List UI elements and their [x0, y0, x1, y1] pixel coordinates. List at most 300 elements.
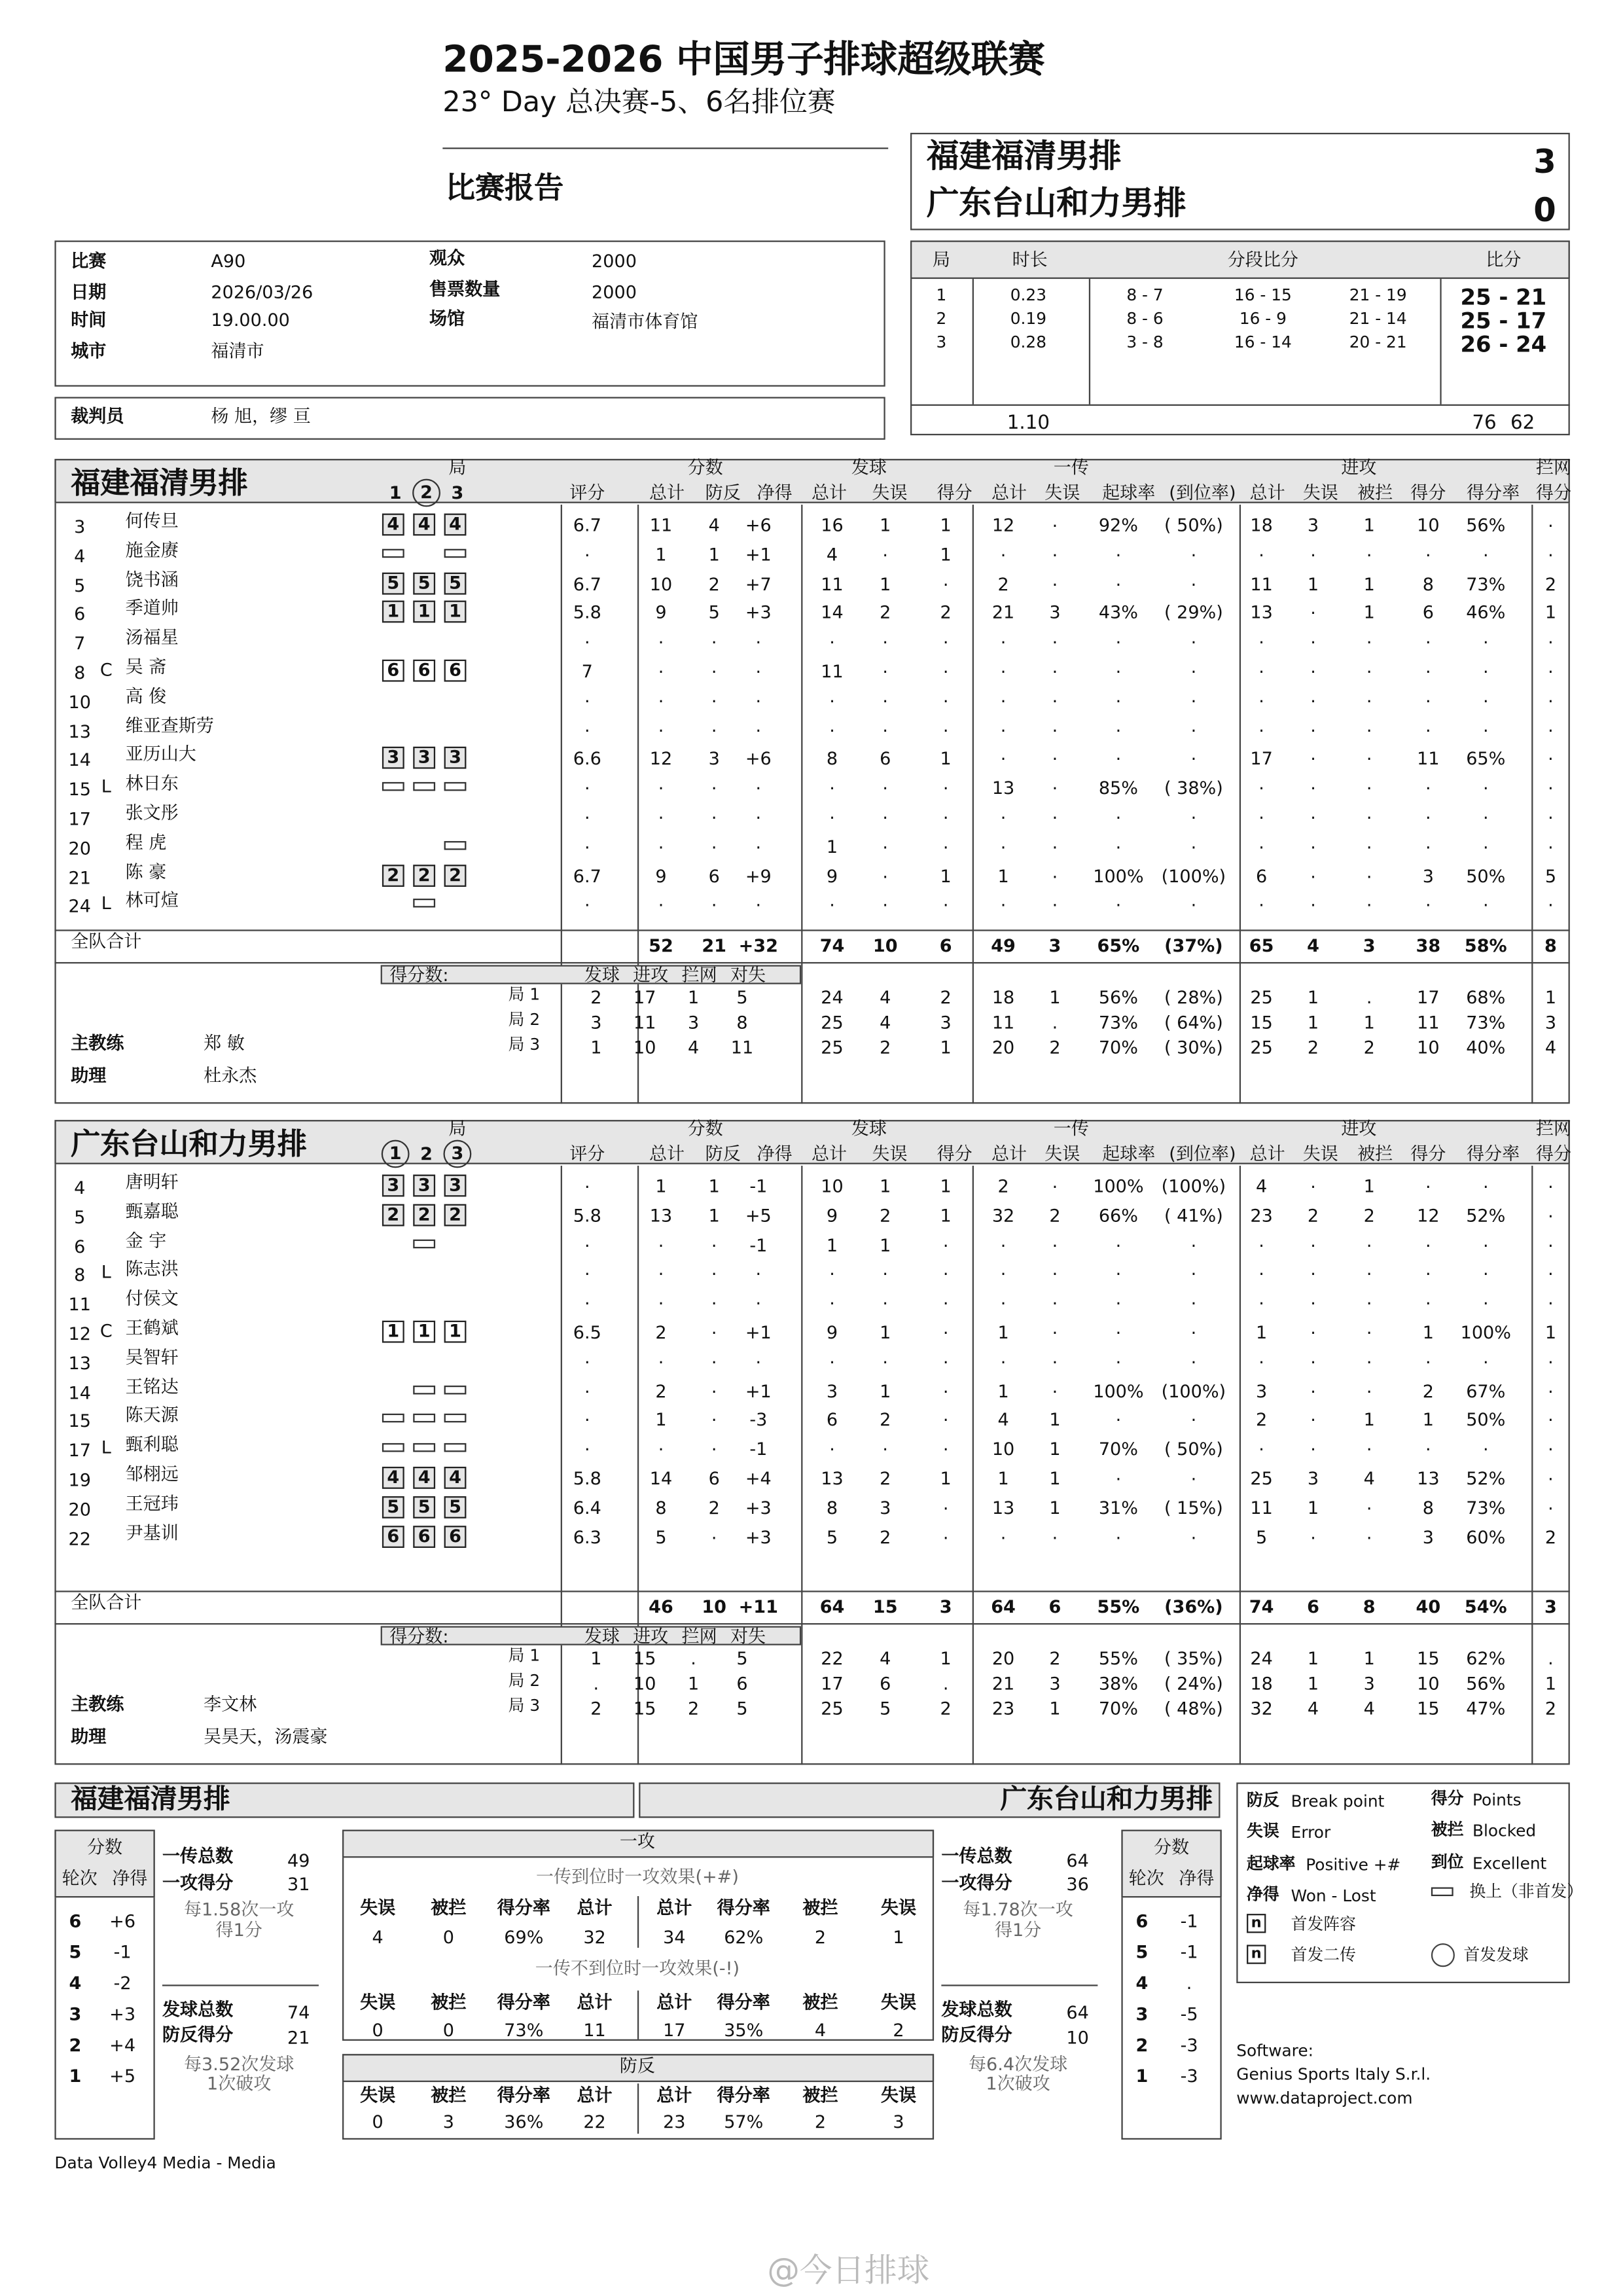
stat-cell: . [1548, 1172, 1554, 1193]
summary-column-header: 被拦 [802, 1897, 838, 1918]
stat-cell: . [1366, 744, 1372, 765]
breakdown-stat: 73% [1098, 1012, 1138, 1033]
rotation-net: +5 [109, 2066, 136, 2087]
break-point-value: 22 [583, 2111, 606, 2132]
stat-cell: 43% [1098, 602, 1138, 624]
divider [561, 1166, 562, 1765]
stat-cell: . [584, 1405, 590, 1426]
stat-cell: . [1366, 1318, 1372, 1338]
stat-cell: 3 [1422, 865, 1434, 887]
stat-cell: . [942, 773, 949, 795]
sideout-title: 一攻 [619, 1831, 656, 1852]
group-header-points: 分数 [687, 457, 723, 478]
player-number: 12 [68, 1323, 91, 1344]
set-breakdown-label: 局 3 [508, 1035, 541, 1054]
partial-score: 21 - 19 [1349, 285, 1407, 305]
player-number: 20 [68, 838, 91, 859]
rotation-net: . [1186, 1973, 1192, 1994]
stat-cell: 2 [655, 1380, 667, 1401]
substitution-marker [444, 841, 467, 850]
stat-cell: 8 [826, 748, 838, 770]
set-table-header-label: 分段比分 [1227, 249, 1298, 270]
team-total-cell: 10 [872, 935, 898, 956]
stat-cell: . [1052, 715, 1058, 736]
stat-cell: 2 [1363, 1205, 1375, 1227]
stat-cell: . [711, 685, 717, 707]
stat-cell: . [1258, 1288, 1264, 1310]
breakdown-points: 15 [633, 1698, 656, 1719]
stat-cell: +5 [745, 1205, 772, 1227]
player-role: C [99, 1320, 113, 1342]
breakdown-stat: 1 [940, 1648, 952, 1669]
summary-column-header: 失误 [880, 1992, 917, 2013]
player-number: 6 [74, 1236, 86, 1257]
stat-cell: 1 [1049, 1497, 1061, 1518]
assistant-coach-label: 助理 [71, 1726, 107, 1748]
serve-total-label: 发球总数 [162, 1999, 234, 2020]
stat-cell: . [942, 1434, 949, 1456]
summary-column-header: 失误 [360, 1992, 396, 2013]
starting-position-box: 6 [413, 660, 435, 682]
column-header: 失误 [1044, 482, 1080, 503]
team-stats-table-0 [54, 457, 1572, 1103]
starting-position-box: 5 [444, 572, 467, 594]
good-reception-value: 4 [372, 1927, 383, 1948]
stat-cell: . [1425, 539, 1431, 561]
breakdown-stat: 10 [1417, 1037, 1440, 1058]
stat-cell: 11 [821, 573, 844, 594]
stat-cell: 6 [1255, 865, 1268, 887]
net-label: 净得 [112, 1868, 148, 1889]
summary-column-header: 失误 [880, 2085, 917, 2106]
divider [54, 1590, 1569, 1592]
breakdown-stat: 1 [940, 1037, 952, 1058]
team-total-cell: 21 [702, 935, 727, 956]
points-breakdown-label: 得分数: [389, 1626, 449, 1647]
legend-meaning: Excellent [1472, 1854, 1547, 1874]
stat-cell: 2 [880, 1205, 891, 1227]
stat-cell: 6 [1422, 602, 1434, 624]
breakdown-stat: 2 [1049, 1648, 1061, 1669]
breakdown-stat: 18 [991, 987, 1015, 1008]
summary-column-header: 被拦 [431, 1897, 467, 1918]
stat-cell: +7 [745, 573, 772, 594]
stat-cell: (100%) [1161, 865, 1226, 887]
bad-reception-title: 一传不到位时一攻效果(-!) [535, 1958, 740, 1979]
stat-cell: . [1258, 627, 1264, 649]
stat-cell: . [1190, 744, 1197, 765]
stat-cell: 2 [880, 1409, 891, 1431]
assistant-coach-name: 杜永杰 [204, 1065, 257, 1086]
set-duration: 0.19 [1010, 309, 1047, 329]
stat-cell: ( 50%) [1164, 514, 1223, 536]
stat-cell: . [1310, 802, 1316, 824]
stat-cell: 46% [1466, 602, 1506, 624]
break-point-value: 36% [504, 2111, 544, 2132]
stat-cell: . [1258, 656, 1264, 677]
breakdown-stat: ( 35%) [1164, 1648, 1223, 1669]
team-total-cell: 6 [939, 935, 952, 956]
bad-reception-value: 73% [504, 2020, 544, 2041]
stat-cell: . [1310, 598, 1316, 619]
stat-cell: . [1190, 1405, 1197, 1426]
break-points-label: 防反得分 [162, 2024, 234, 2045]
column-header: 得分 [936, 1143, 972, 1164]
stat-cell: . [1482, 802, 1489, 824]
breakdown-stat: 4 [880, 987, 891, 1008]
stat-cell: . [1548, 539, 1554, 561]
breakdown-points: 11 [730, 1037, 754, 1058]
divider [54, 962, 1569, 963]
breakdown-points: 1 [688, 1673, 700, 1695]
stat-cell: . [1190, 685, 1197, 707]
rotation-net: -2 [113, 1973, 132, 1994]
breakdown-stat: 25 [821, 1012, 844, 1033]
team-total-cell: 3 [1048, 935, 1061, 956]
stat-cell: . [882, 1288, 889, 1310]
stat-cell: . [658, 656, 664, 677]
stat-cell: . [1115, 539, 1122, 561]
stat-cell: . [755, 715, 762, 736]
breakdown-stat: 56% [1098, 987, 1138, 1008]
player-role: L [101, 893, 111, 914]
stat-cell: 56% [1466, 514, 1506, 536]
divider [637, 1990, 639, 2039]
good-reception-value: 2 [814, 1927, 827, 1948]
sideout-points-label: 一攻得分 [941, 1872, 1012, 1893]
team-total-cell: 49 [991, 935, 1016, 956]
stat-cell: . [755, 1288, 762, 1310]
set-score: 26 - 24 [1460, 331, 1547, 358]
divider [637, 2083, 639, 2134]
legend-meaning: 首发阵容 [1291, 1914, 1356, 1934]
stat-cell: 13 [991, 778, 1015, 799]
stat-cell: . [584, 890, 590, 911]
rotation-net: +4 [109, 2034, 136, 2056]
stat-cell: . [942, 685, 949, 707]
tickets-value: 2000 [592, 281, 637, 303]
starting-position-box: 4 [413, 514, 435, 536]
stat-cell: 1 [1049, 1439, 1061, 1460]
first-serve-circle-icon [1431, 1943, 1455, 1967]
legend-meaning: Error [1291, 1823, 1331, 1842]
breakdown-stat: 15 [1250, 1012, 1273, 1033]
starting-position-box: 1 [413, 1321, 435, 1343]
stat-cell: . [942, 802, 949, 824]
rotation-net: -3 [1180, 2034, 1198, 2056]
substitution-marker [413, 1443, 435, 1452]
rotation-points-label: 分数 [86, 1837, 123, 1858]
stat-cell: . [829, 1346, 835, 1368]
away-sets-won: 0 [1533, 193, 1556, 230]
stat-cell: 2 [880, 1526, 891, 1548]
breakdown-stat: 73% [1466, 1012, 1506, 1033]
stat-cell: . [1310, 1288, 1316, 1310]
stat-cell: ( 15%) [1164, 1497, 1223, 1518]
stat-cell: 32 [991, 1205, 1015, 1227]
stat-cell: . [1310, 1522, 1316, 1543]
stat-cell: 5 [655, 1526, 667, 1548]
set-column-label: 2 [412, 479, 440, 507]
divider [1531, 505, 1533, 1103]
stat-cell: . [1425, 1259, 1431, 1280]
stat-cell: . [658, 1259, 664, 1280]
stat-cell: . [1310, 1318, 1316, 1338]
break-efficiency-note: 每6.4次发球 [968, 2054, 1068, 2075]
set-column-label: 1 [389, 482, 402, 503]
stat-cell: 1 [1544, 1322, 1557, 1343]
starting-position-box: 1 [413, 601, 435, 623]
player-number: 19 [68, 1469, 91, 1491]
break-point-title: 防反 [619, 2055, 656, 2077]
stat-cell: 5.8 [573, 1205, 601, 1227]
player-name: 施金赓 [125, 539, 179, 561]
stat-cell: 13 [1250, 602, 1273, 624]
stat-cell: . [1366, 890, 1372, 911]
team-name: 广东台山和力男排 [71, 1126, 307, 1162]
stat-cell: . [1052, 832, 1058, 853]
stat-cell: . [1190, 1288, 1197, 1310]
breakdown-stat: 1 [1363, 1648, 1375, 1669]
break-efficiency-note: 1次破攻 [986, 2073, 1050, 2094]
rotation-net: -3 [1180, 2066, 1198, 2087]
player-name: 程 虎 [125, 832, 167, 853]
stat-cell: 1 [1363, 514, 1375, 536]
stat-cell: . [711, 773, 717, 795]
spectators-value: 2000 [592, 251, 637, 272]
group-header-set: 局 [448, 1118, 467, 1139]
group-header-block: 拦网 [1535, 1118, 1572, 1139]
stat-cell: -1 [749, 1439, 768, 1460]
set-breakdown-label: 局 2 [508, 1671, 541, 1691]
starting-position-box: 1 [444, 1321, 467, 1343]
starting-position-box: 3 [413, 747, 435, 770]
net-label: 净得 [1179, 1868, 1215, 1889]
stat-cell: 6.4 [573, 1497, 601, 1518]
stat-cell: 70% [1098, 1439, 1138, 1460]
breakdown-stat: . [1548, 1648, 1554, 1669]
player-role: C [99, 659, 113, 681]
group-header-reception: 一传 [1053, 457, 1089, 478]
stat-cell: 1 [940, 1468, 952, 1489]
stat-cell: 1 [880, 1380, 891, 1401]
starting-position-box: 1 [444, 601, 467, 623]
breakdown-stat: 2 [1049, 1037, 1061, 1058]
stat-cell: . [1310, 1434, 1316, 1456]
stat-cell: 17 [1250, 748, 1273, 770]
stat-cell: 8 [1422, 1497, 1434, 1518]
stat-cell: . [1482, 1259, 1489, 1280]
stat-cell: . [755, 773, 762, 795]
breakdown-points: 4 [688, 1037, 700, 1058]
rotation-net: +3 [109, 2003, 136, 2025]
stat-cell: 9 [826, 1322, 838, 1343]
assistant-coach-name: 吴昊天，汤震豪 [204, 1726, 328, 1748]
stat-cell: 92% [1098, 514, 1138, 536]
stat-cell: 11 [1250, 1497, 1273, 1518]
substitution-marker [413, 1385, 435, 1394]
stat-cell: -3 [749, 1409, 768, 1431]
stat-cell: . [1548, 511, 1554, 531]
starting-position-box: 4 [382, 514, 404, 536]
stat-cell: 1 [880, 1175, 891, 1197]
player-number: 15 [68, 779, 91, 800]
starting-position-box: 3 [413, 1175, 435, 1197]
stat-cell: . [882, 539, 889, 561]
stat-cell: . [1052, 1172, 1058, 1193]
stat-cell: . [1366, 1493, 1372, 1514]
stat-cell: . [1000, 802, 1007, 824]
city-value: 福清市 [211, 340, 264, 362]
points-breakdown-head: 对失 [730, 1626, 766, 1647]
starting-position-box: 4 [444, 514, 467, 536]
divider [1531, 1166, 1533, 1765]
stat-cell: +6 [745, 514, 772, 536]
team-total-cell: (36%) [1164, 1596, 1223, 1617]
rotation-number: 6 [1135, 1910, 1149, 1932]
group-header-set: 局 [448, 457, 467, 478]
stat-cell: 6.7 [573, 865, 601, 887]
stat-cell: . [1052, 773, 1058, 795]
head-coach-label: 主教练 [71, 1694, 124, 1715]
stat-cell: +3 [745, 1526, 772, 1548]
stat-cell: . [1115, 1318, 1122, 1338]
stat-cell: . [1366, 773, 1372, 795]
good-reception-value: 1 [893, 1927, 904, 1948]
stat-cell: . [711, 1230, 717, 1251]
stat-cell: . [1366, 1230, 1372, 1251]
stat-cell: . [1190, 715, 1197, 736]
stat-cell: . [584, 1288, 590, 1310]
legend-term: 防反 [1247, 1790, 1279, 1810]
stat-cell: 100% [1093, 865, 1144, 887]
stat-cell: . [1052, 656, 1058, 677]
breakdown-points: 1 [590, 1037, 602, 1058]
stat-cell: . [1366, 861, 1372, 882]
breakdown-stat: 3 [940, 1012, 952, 1033]
good-reception-value: 32 [583, 1927, 606, 1948]
group-header-serve: 发球 [851, 1118, 887, 1139]
stat-cell: 2 [997, 573, 1009, 594]
column-header: 总计 [811, 482, 847, 503]
stat-cell: 2 [708, 573, 720, 594]
starting-position-box: 5 [382, 1496, 404, 1518]
stat-cell: . [584, 1376, 590, 1397]
stat-cell: . [1425, 1288, 1431, 1310]
stat-cell: 3 [1307, 514, 1319, 536]
rotation-number: 5 [1135, 1941, 1149, 1963]
stat-cell: . [755, 627, 762, 649]
stat-cell: 2 [940, 602, 952, 624]
starting-position-box: 6 [444, 1525, 467, 1547]
sideout-points: 31 [287, 1874, 310, 1895]
stat-cell: . [882, 1434, 889, 1456]
stat-cell: . [829, 1288, 835, 1310]
stat-cell: . [1482, 539, 1489, 561]
starting-position-box: 4 [444, 1467, 467, 1489]
breakdown-stat: 11 [1417, 1012, 1440, 1033]
good-reception-value: 62% [724, 1927, 764, 1948]
breakdown-stat: 10 [1417, 1673, 1440, 1695]
stat-cell: -1 [749, 1175, 768, 1197]
stat-cell: . [1115, 802, 1122, 824]
stat-cell: . [1548, 1463, 1554, 1485]
team-total-cell: 46 [649, 1596, 673, 1617]
starter-legend-icon: n [1247, 1945, 1266, 1964]
stat-cell: . [1425, 832, 1431, 853]
column-header: (到位率) [1169, 1143, 1236, 1164]
column-header: 总计 [1249, 482, 1285, 503]
stat-cell: . [1115, 627, 1122, 649]
team-total-cell: 52 [649, 935, 673, 956]
player-number: 3 [74, 516, 86, 537]
team-total-cell: 8 [1363, 1596, 1376, 1617]
stat-cell: 4 [826, 544, 838, 565]
stat-cell: 2 [997, 1175, 1009, 1197]
away-team-name: 广东台山和力男排 [926, 186, 1186, 223]
stat-cell: . [584, 1346, 590, 1368]
stat-cell: . [1366, 1288, 1372, 1310]
stat-cell: . [942, 1259, 949, 1280]
summary-column-header: 总计 [577, 2085, 613, 2106]
stat-cell: . [942, 832, 949, 853]
stat-cell: 1 [1544, 602, 1557, 624]
breakdown-stat: 4 [1307, 1698, 1319, 1719]
breakdown-points: 3 [688, 1012, 700, 1033]
divider [561, 505, 562, 1103]
breakdown-points: 5 [736, 1698, 748, 1719]
stat-cell: 9 [655, 865, 667, 887]
team-total-cell: 74 [1249, 1596, 1274, 1617]
stat-cell: 13 [1417, 1468, 1440, 1489]
column-header: 防反 [705, 1143, 741, 1164]
reception-total: 49 [287, 1850, 310, 1871]
stat-cell: . [1190, 1318, 1197, 1338]
player-name: 金 宇 [125, 1230, 167, 1251]
stat-cell: . [1482, 1172, 1489, 1193]
column-header: 得分率 [1466, 1143, 1520, 1164]
stat-cell: 25 [1250, 1468, 1273, 1489]
bad-reception-value: 4 [814, 2020, 827, 2041]
stat-cell: . [829, 715, 835, 736]
stat-cell: . [1052, 1346, 1058, 1368]
stat-cell: 2 [1049, 1205, 1061, 1227]
column-header: 失误 [872, 1143, 908, 1164]
stat-cell: +4 [745, 1468, 772, 1489]
points-breakdown-head: 发球 [584, 1626, 620, 1647]
stat-cell: . [1548, 656, 1554, 677]
column-header: 得分 [1535, 482, 1572, 503]
legend-term: 得分 [1431, 1789, 1464, 1808]
stat-cell: 1 [997, 1380, 1009, 1401]
stat-cell: 66% [1098, 1205, 1138, 1227]
stat-cell: . [1115, 1230, 1122, 1251]
summary-column-header: 得分率 [717, 1897, 770, 1918]
stat-cell: 8 [1422, 573, 1434, 594]
stat-cell: 1 [880, 1234, 891, 1255]
stat-cell: 14 [649, 1468, 673, 1489]
breakdown-stat: 55% [1098, 1648, 1138, 1669]
breakdown-stat: 56% [1466, 1673, 1506, 1695]
divider [1240, 1166, 1241, 1765]
breakdown-stat: 1 [1307, 987, 1319, 1008]
points-breakdown-head: 进攻 [633, 1626, 669, 1647]
venue-value: 福清市体育馆 [592, 311, 698, 332]
legend-meaning: Points [1472, 1790, 1522, 1810]
stat-cell: +1 [745, 544, 772, 565]
stat-cell: 2 [1307, 1205, 1319, 1227]
column-header: (到位率) [1169, 482, 1236, 503]
